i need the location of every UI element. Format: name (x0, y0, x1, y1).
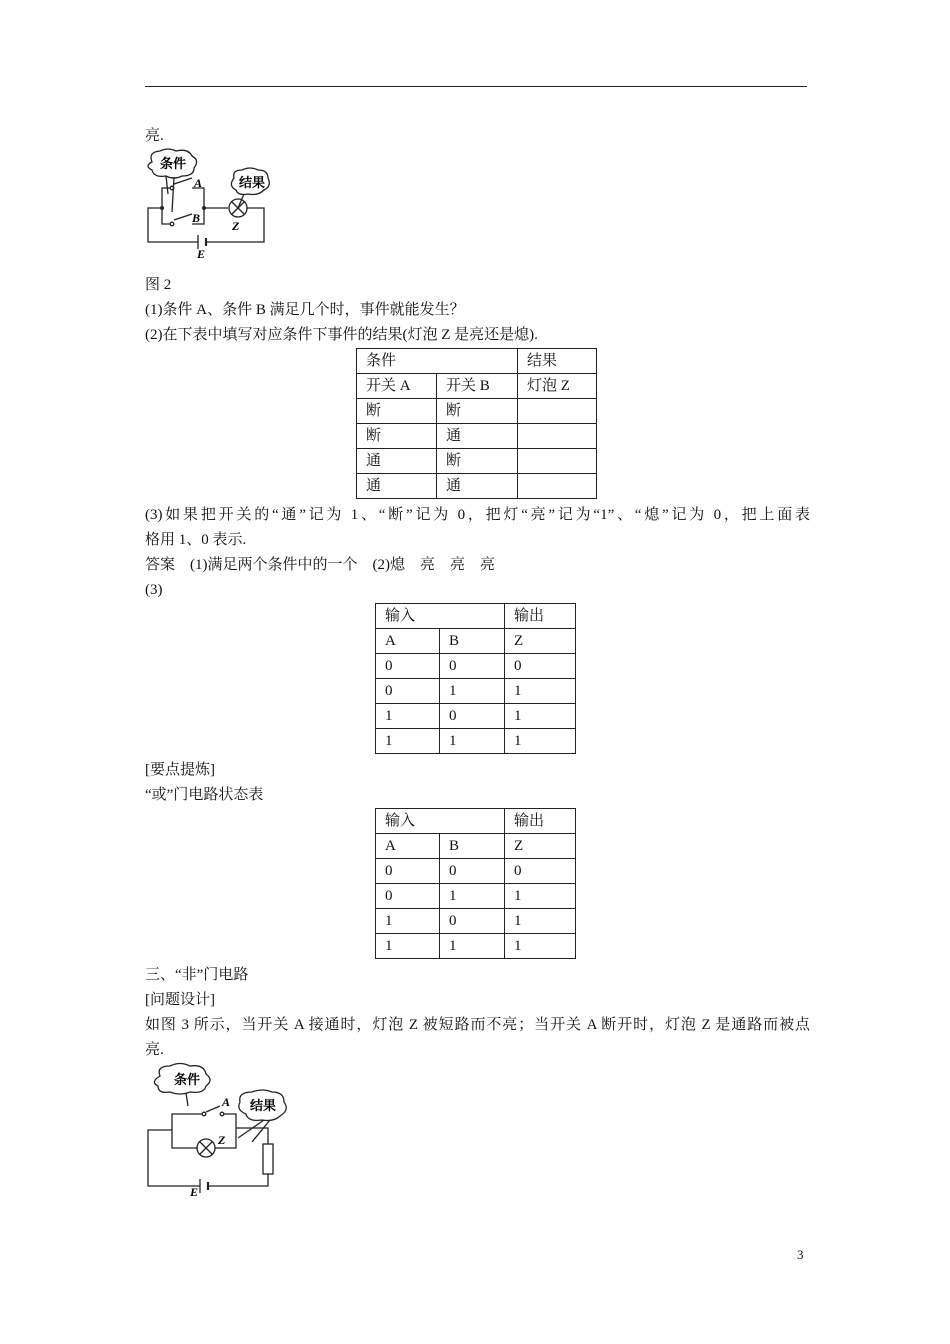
table-cell (518, 399, 597, 424)
table-cell: 通 (437, 424, 518, 449)
table-cell: 1 (505, 729, 576, 754)
table-cell: A (376, 629, 440, 654)
table-cell: 0 (376, 654, 440, 679)
switch-a-label: A (194, 176, 203, 190)
table-cell: 1 (505, 884, 576, 909)
table-cell: 1 (376, 909, 440, 934)
switch-b-label: B (192, 211, 201, 225)
table-cell: 断 (357, 424, 437, 449)
table-row (357, 374, 597, 399)
table-cell: B (440, 629, 505, 654)
table-row (376, 704, 576, 729)
table-header-row (376, 604, 576, 629)
text-line: 亮. (145, 128, 164, 144)
table-cell: Z (505, 629, 576, 654)
table-cell: 0 (376, 679, 440, 704)
table-cell: 通 (437, 474, 518, 499)
table-row (376, 909, 576, 934)
table-header-row (357, 349, 597, 374)
question-3-line-1: (3)如果把开关的“通”记为 1、“断”记为 0，把灯“亮”记为“1”、“熄”记为 0，把上面表 (145, 507, 810, 523)
switch-a-label: A (222, 1095, 231, 1109)
table-cell: 1 (440, 934, 505, 959)
table-cell (518, 474, 597, 499)
result-bubble-label: 结果 (239, 175, 266, 190)
result-bubble-label: 结果 (250, 1098, 277, 1113)
header-rule (145, 86, 807, 87)
table-cell: 1 (376, 704, 440, 729)
table-row (376, 729, 576, 754)
table-row (357, 424, 597, 449)
figure-caption: 图 2 (145, 277, 172, 293)
table-cell: 0 (440, 909, 505, 934)
table-row (376, 834, 576, 859)
answer-truth-table (375, 603, 576, 754)
paragraph-line-2: 亮. (145, 1042, 164, 1058)
figure-3-circuit (144, 1062, 294, 1198)
condition-result-table (356, 348, 597, 499)
table-cell: 断 (357, 399, 437, 424)
page-number: 3 (797, 1247, 804, 1262)
table-cell: 0 (505, 654, 576, 679)
problem-design-heading: [问题设计] (145, 992, 215, 1008)
table-cell: 通 (357, 474, 437, 499)
junction-dot (202, 206, 206, 210)
table-cell: 0 (376, 859, 440, 884)
table-cell: 断 (437, 399, 518, 424)
table-header-cell: 输出 (505, 604, 576, 629)
table-cell: 灯泡 Z (518, 374, 597, 399)
figure-2-circuit (144, 148, 274, 260)
table-cell: Z (505, 834, 576, 859)
table-row (357, 399, 597, 424)
lamp-z-label: Z (218, 1133, 226, 1147)
table-cell: 1 (376, 934, 440, 959)
condition-bubble-label: 条件 (174, 1072, 201, 1087)
battery-e-label: E (197, 247, 206, 260)
table-cell: 通 (357, 449, 437, 474)
table-cell: 1 (440, 729, 505, 754)
table-row (376, 884, 576, 909)
table-cell: 0 (505, 859, 576, 884)
table-row (376, 859, 576, 884)
table-cell (518, 424, 597, 449)
table-header-cell: 输入 (376, 809, 505, 834)
section-heading: 三、“非”门电路 (145, 967, 249, 983)
battery-e-label: E (190, 1185, 199, 1198)
table-cell: 1 (376, 729, 440, 754)
table-cell: 0 (440, 704, 505, 729)
table-cell: 1 (505, 909, 576, 934)
table-header-cell: 条件 (357, 349, 518, 374)
table-row (357, 449, 597, 474)
condition-bubble-label: 条件 (160, 156, 187, 171)
table-cell (518, 449, 597, 474)
answer-line: 答案 (1)满足两个条件中的一个 (2)熄 亮 亮 亮 (145, 557, 495, 573)
question-1: (1)条件 A、条件 B 满足几个时，事件就能发生？ (145, 302, 465, 318)
question-3-line-2: 格用 1、0 表示. (145, 532, 247, 548)
table-row (376, 654, 576, 679)
key-points-heading: [要点提炼] (145, 762, 215, 778)
table-cell: A (376, 834, 440, 859)
table-row (376, 934, 576, 959)
table-cell: 1 (440, 679, 505, 704)
answer-3-label: (3) (145, 582, 163, 598)
or-gate-table-title: “或”门电路状态表 (145, 787, 264, 803)
table-row (376, 629, 576, 654)
table-header-cell: 结果 (518, 349, 597, 374)
table-cell: 0 (440, 859, 505, 884)
table-row (376, 679, 576, 704)
lamp-z-label: Z (232, 219, 240, 233)
table-cell: 1 (505, 679, 576, 704)
table-header-cell: 输入 (376, 604, 505, 629)
table-cell: B (440, 834, 505, 859)
table-cell: 1 (440, 884, 505, 909)
table-cell: 0 (376, 884, 440, 909)
table-cell: 断 (437, 449, 518, 474)
table-cell: 开关 B (437, 374, 518, 399)
table-header-row (376, 809, 576, 834)
table-cell: 开关 A (357, 374, 437, 399)
paragraph-line-1: 如图 3 所示，当开关 A 接通时，灯泡 Z 被短路而不亮；当开关 A 断开时，灯泡 Z 是通路而被点 (145, 1017, 810, 1033)
question-2: (2)在下表中填写对应条件下事件的结果(灯泡 Z 是亮还是熄). (145, 327, 538, 343)
table-cell: 1 (505, 934, 576, 959)
table-cell: 1 (505, 704, 576, 729)
table-cell: 0 (440, 654, 505, 679)
table-header-cell: 输出 (505, 809, 576, 834)
junction-dot (160, 206, 164, 210)
table-row (357, 474, 597, 499)
or-gate-state-table (375, 808, 576, 959)
